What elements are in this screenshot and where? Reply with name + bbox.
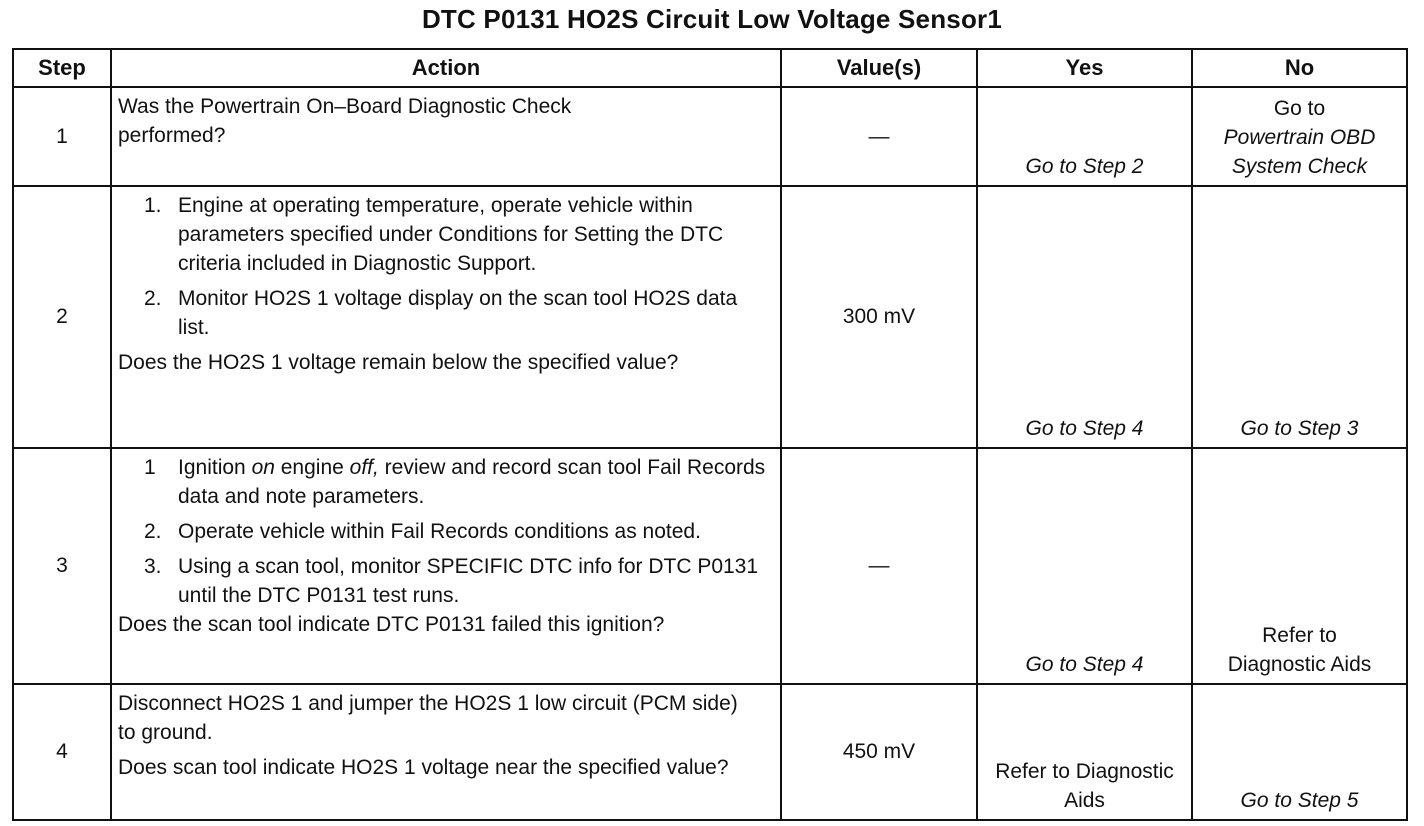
action-step-number: 3. [144, 555, 162, 578]
action-step-number: 2. [144, 287, 162, 310]
action-step-text: Engine at operating temperature, operate vehicle within parameters specified under Conditions for Setting the DTC criteria included in Diagnostic Support. [178, 194, 724, 275]
step-number: 4 [13, 684, 111, 820]
header-action: Action [111, 49, 781, 87]
action-step-text: Operate vehicle within Fail Records conditions as noted. [178, 520, 701, 543]
table-row [13, 448, 1407, 684]
action-step [118, 284, 774, 342]
action-question: Does scan tool indicate HO2S 1 voltage near the specified value? [118, 756, 729, 779]
no-line-2: Powertrain OBD System Check [1223, 126, 1376, 178]
action-step-emphasis: on [251, 456, 275, 479]
no-text: Refer to Diagnostic Aids [1227, 624, 1372, 676]
yes-cell: Go to Step 2 [977, 87, 1192, 186]
header-row [13, 49, 1407, 87]
diagnostic-table [12, 48, 1408, 821]
table-row [13, 684, 1407, 820]
action-step-number: 2. [144, 520, 162, 543]
header-values: Value(s) [781, 49, 977, 87]
action-step-text-mid: engine [274, 456, 350, 479]
action-steps [118, 453, 774, 610]
action-text: Disconnect HO2S 1 and jumper the HO2S 1 low circuit (PCM side) to ground. [118, 692, 738, 744]
header-step: Step [13, 49, 111, 87]
value-cell: — [781, 87, 977, 186]
yes-text: Refer to Diagnostic Aids [995, 760, 1174, 812]
header-no: No [1192, 49, 1407, 87]
no-cell: Go to Step 3 [1192, 186, 1407, 448]
action-step [118, 453, 774, 511]
no-line-1: Go to [1273, 97, 1326, 120]
value-cell: 450 mV [781, 684, 977, 820]
header-yes: Yes [977, 49, 1192, 87]
action-step-text: Using a scan tool, monitor SPECIFIC DTC info for DTC P0131 until the DTC P0131 test runs. [178, 555, 759, 607]
action-step-text: Monitor HO2S 1 voltage display on the scan tool HO2S data list. [178, 287, 738, 339]
page-title: DTC P0131 HO2S Circuit Low Voltage Sensor1 [421, 4, 1003, 34]
action-step-text-post: review and record scan tool Fail Records data and note parameters. [178, 456, 766, 508]
yes-cell: Go to Step 4 [977, 448, 1192, 684]
no-cell [1192, 448, 1407, 684]
action-step-number: 1. [144, 194, 162, 217]
value-cell: — [781, 448, 977, 684]
table-row [13, 186, 1407, 448]
action-step-emphasis: off, [349, 456, 379, 479]
step-number: 2 [13, 186, 111, 448]
action-step [118, 191, 774, 278]
action-cell [111, 87, 781, 186]
action-cell [111, 186, 781, 448]
yes-cell: Go to Step 4 [977, 186, 1192, 448]
value-cell: 300 mV [781, 186, 977, 448]
table-row [13, 87, 1407, 186]
action-step [118, 552, 774, 610]
action-question: Does the HO2S 1 voltage remain below the specified value? [118, 351, 679, 374]
step-number: 3 [13, 448, 111, 684]
action-cell [111, 684, 781, 820]
action-text: Was the Powertrain On–Board Diagnostic Check performed? [118, 95, 572, 147]
action-step-number: 1 [144, 456, 156, 479]
action-step-text-pre: Ignition [178, 456, 252, 479]
yes-cell [977, 684, 1192, 820]
action-step [118, 517, 774, 546]
no-cell [1192, 87, 1407, 186]
no-cell: Go to Step 5 [1192, 684, 1407, 820]
action-cell [111, 448, 781, 684]
action-steps [118, 191, 774, 342]
action-question: Does the scan tool indicate DTC P0131 failed this ignition? [118, 613, 665, 636]
step-number: 1 [13, 87, 111, 186]
